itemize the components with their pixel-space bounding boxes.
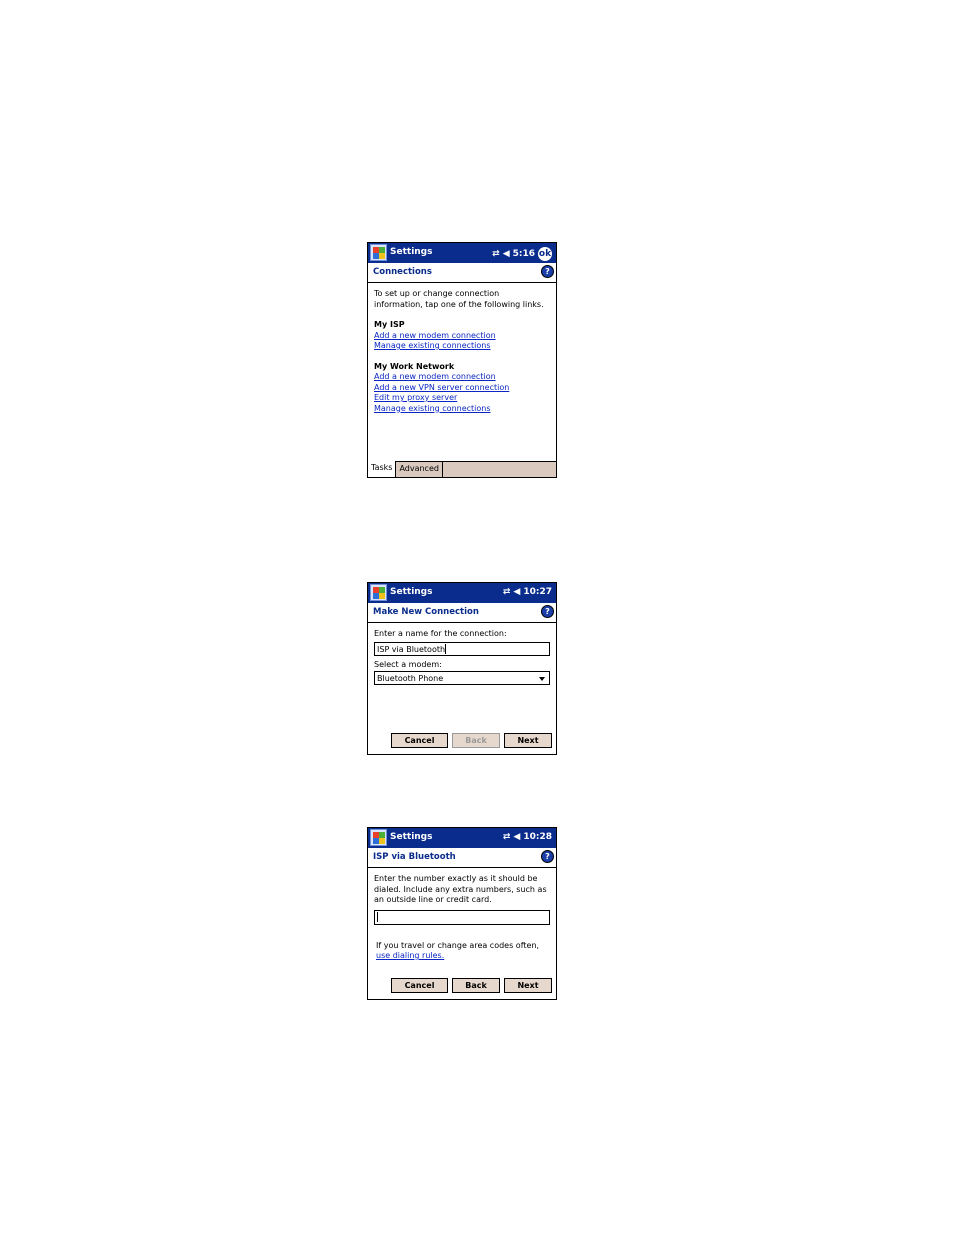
connections-screen — [367, 242, 557, 478]
back-button[interactable]: Back — [452, 978, 500, 993]
app-title: Settings — [390, 832, 433, 842]
cancel-button[interactable]: Cancel — [391, 733, 448, 748]
next-button[interactable]: Next — [504, 733, 552, 748]
section-title-my-isp: My ISP — [374, 320, 405, 329]
app-title: Settings — [390, 587, 433, 597]
clock-text[interactable]: 5:16 — [512, 249, 535, 259]
page-header — [368, 603, 556, 623]
link-work-add-vpn[interactable]: Add a new VPN server connection — [374, 382, 510, 392]
page-title: Make New Connection — [373, 607, 479, 617]
help-icon[interactable]: ? — [541, 265, 554, 278]
content-area — [368, 868, 556, 968]
cancel-button[interactable]: Cancel — [391, 978, 448, 993]
page-header — [368, 848, 556, 868]
modem-selected-value: Bluetooth Phone — [377, 674, 444, 683]
back-button: Back — [452, 733, 500, 748]
connection-name-input[interactable] — [374, 642, 550, 656]
dial-instruction: Enter the number exactly as it should be dialed. Include any extra numbers, such as an outside line or credit card. — [374, 874, 547, 904]
section-title-work-network: My Work Network — [374, 361, 455, 371]
connection-name-value: ISP via Bluetooth — [377, 644, 446, 654]
start-menu-icon[interactable] — [370, 244, 387, 261]
link-work-manage[interactable]: Manage existing connections — [374, 403, 491, 413]
wizard-buttons — [391, 978, 552, 993]
make-new-connection-screen — [367, 582, 557, 755]
clock-text[interactable]: 10:28 — [523, 832, 552, 842]
dialing-rules-link[interactable]: use dialing rules. — [376, 951, 445, 960]
link-work-edit-proxy[interactable]: Edit my proxy server — [374, 393, 458, 402]
tab-advanced[interactable]: Advanced — [396, 462, 443, 477]
title-bar — [368, 828, 556, 848]
text-caret — [377, 912, 378, 922]
page-header — [368, 263, 556, 283]
page-title: Connections — [373, 267, 432, 277]
ok-button[interactable]: ok — [538, 249, 552, 259]
connection-name-label: Enter a name for the connection: — [374, 629, 507, 638]
intro-text: To set up or change connection information, tap one of the following links. — [374, 289, 544, 309]
next-button[interactable]: Next — [504, 978, 552, 993]
connectivity-icon[interactable]: ⇄ — [492, 249, 500, 259]
connectivity-icon[interactable]: ⇄ — [502, 832, 511, 842]
travel-text: If you travel or change area codes often, — [376, 940, 540, 950]
title-bar — [368, 583, 556, 603]
link-isp-add-modem[interactable]: Add a new modem connection — [374, 330, 496, 340]
volume-icon[interactable]: ◀ — [513, 587, 521, 597]
clock-text[interactable]: 10:27 — [523, 587, 552, 597]
title-bar — [368, 243, 556, 263]
modem-select[interactable] — [374, 671, 550, 685]
wizard-buttons — [391, 733, 552, 748]
help-icon[interactable]: ? — [541, 605, 554, 618]
status-area — [492, 247, 552, 261]
start-menu-icon[interactable] — [370, 584, 387, 601]
link-work-add-modem[interactable]: Add a new modem connection — [374, 372, 496, 381]
connectivity-icon[interactable]: ⇄ — [502, 587, 511, 597]
tab-tasks[interactable]: Tasks — [368, 461, 396, 477]
modem-label: Select a modem: — [374, 659, 442, 669]
phone-number-input[interactable] — [374, 910, 550, 925]
chevron-down-icon[interactable] — [539, 677, 545, 681]
isp-via-bluetooth-screen — [367, 827, 557, 1000]
content-area — [368, 623, 556, 691]
volume-icon[interactable]: ◀ — [502, 249, 510, 259]
status-area — [503, 832, 552, 842]
content-area — [368, 283, 556, 420]
link-isp-manage[interactable]: Manage existing connections — [374, 341, 491, 350]
help-icon[interactable]: ? — [541, 850, 554, 863]
text-caret — [445, 644, 446, 654]
page-title: ISP via Bluetooth — [373, 852, 456, 862]
tab-bar — [368, 461, 556, 477]
volume-icon[interactable]: ◀ — [513, 832, 521, 842]
app-title: Settings — [390, 247, 433, 257]
start-menu-icon[interactable] — [370, 829, 387, 846]
status-area — [503, 587, 552, 597]
